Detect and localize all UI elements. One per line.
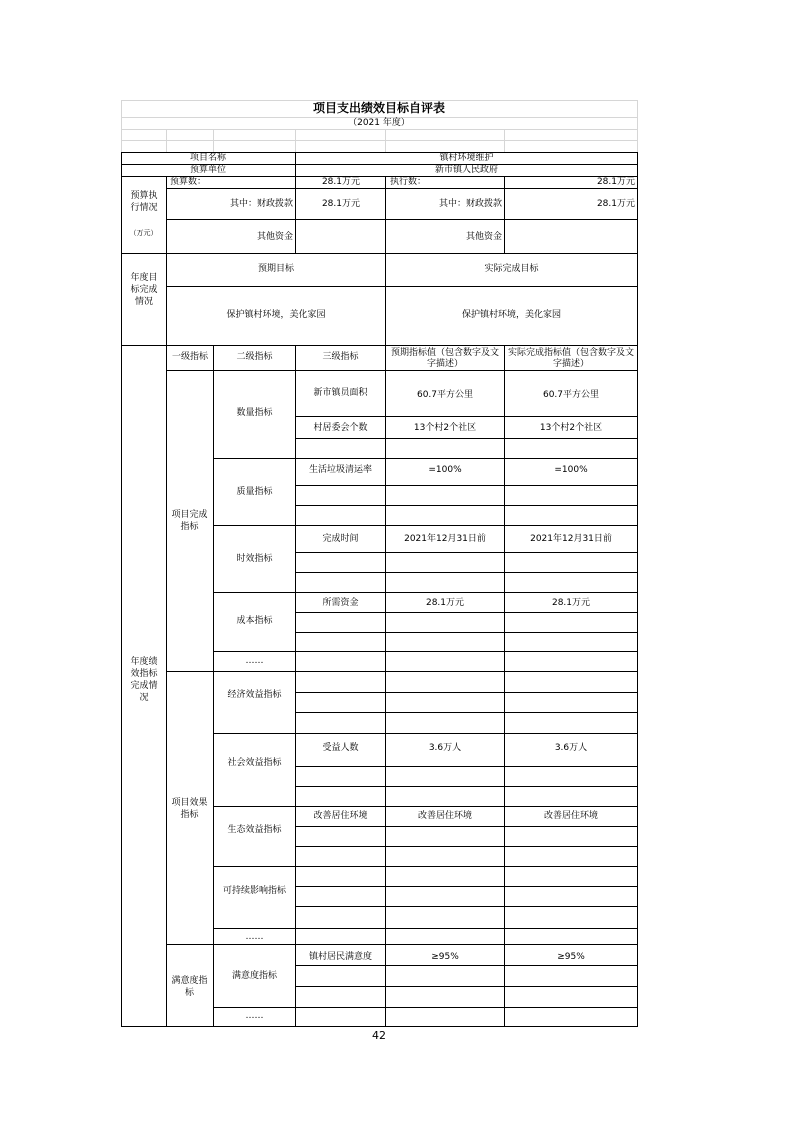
fiscal-exec-value: 28.1万元 (596, 199, 635, 209)
budget-amount-value: 28.1万元 (321, 177, 360, 187)
fiscal-label-budget: 其中：财政拨款 (229, 199, 293, 209)
social-indicator-label: 社会效益指标 (227, 758, 282, 768)
fiscal-label-exec: 其中：财政拨款 (438, 199, 502, 209)
indicators-section-label: 年度绩效指标完成情况 (130, 657, 158, 703)
satisfaction-actual-value: ≥95% (557, 952, 585, 962)
ellipsis-row-3: …… (245, 1011, 264, 1021)
form-title: 项目支出绩效目标自评表 (312, 101, 445, 115)
group-effect-label: 项目效果指标 (171, 798, 208, 820)
exec-amount-value: 28.1万元 (596, 177, 635, 187)
economic-indicator-label: 经济效益指标 (227, 690, 282, 700)
timeliness-indicator-label: 时效指标 (236, 554, 273, 564)
ellipsis-row-1: …… (245, 656, 264, 666)
fiscal-budget-value: 28.1万元 (321, 199, 360, 209)
actual-goal-text: 保护镇村环境，美化家园 (461, 310, 561, 320)
expected-goal-text: 保护镇村环境，美化家园 (226, 310, 326, 320)
cost-indicator-label: 成本指标 (236, 616, 273, 626)
ellipsis-row-2: …… (245, 932, 264, 942)
satisfaction-expected-value: ≥95% (431, 952, 459, 962)
sustainable-indicator-label: 可持续影响指标 (222, 886, 286, 896)
environment-indicator-name: 改善居住环境 (313, 811, 368, 821)
fund-expected-value: 28.1万元 (425, 598, 465, 608)
time-expected-value: 2021年12月31日前 (404, 534, 486, 544)
garbage-actual-value: =100% (554, 465, 588, 475)
col-actual-header: 实际完成指标值（包含数字及文字描述） (507, 348, 634, 369)
area-expected-value: 60.7平方公里 (416, 390, 474, 400)
beneficiaries-actual-value: 3.6万人 (554, 743, 588, 753)
budget-section-label: 预算执行情况 (130, 191, 158, 213)
quality-indicator-label: 质量指标 (236, 487, 273, 497)
col-level1-header: 一级指标 (171, 352, 208, 362)
form-year: （2021 年度） (348, 118, 410, 128)
time-indicator-name: 完成时间 (322, 534, 359, 544)
group-satisfaction-label: 满意度指标 (171, 976, 208, 998)
beneficiaries-indicator-name: 受益人数 (322, 743, 359, 753)
garbage-indicator-name: 生活垃圾清运率 (308, 465, 372, 475)
village-indicator-name: 村居委会个数 (313, 423, 368, 433)
area-actual-value: 60.7平方公里 (542, 390, 600, 400)
budget-section-unit: （万元） (129, 229, 158, 237)
group-completion-label: 项目完成指标 (171, 510, 208, 532)
col-level2-header: 二级指标 (236, 352, 273, 362)
village-expected-value: 13个村2个社区 (413, 423, 477, 433)
col-expected-header: 预期指标值（包含数字及文字描述） (390, 348, 499, 369)
other-funds-label-budget: 其他资金 (256, 232, 293, 242)
satisfaction-indicator-label: 满意度指标 (231, 971, 277, 981)
budget-amount-label: 预算数： (170, 177, 207, 187)
col-level3-header: 三级指标 (322, 352, 359, 362)
environment-expected-value: 改善居住环境 (417, 811, 472, 821)
project-name-label: 项目名称 (189, 153, 226, 163)
exec-amount-label: 执行数： (390, 177, 427, 187)
fund-actual-value: 28.1万元 (551, 598, 591, 608)
beneficiaries-expected-value: 3.6万人 (428, 743, 462, 753)
goals-section-label: 年度目标完成情况 (130, 273, 158, 307)
ecological-indicator-label: 生态效益指标 (227, 825, 282, 835)
garbage-expected-value: =100% (428, 465, 462, 475)
satisfaction-rate-name: 镇村居民满意度 (308, 952, 372, 962)
environment-actual-value: 改善居住环境 (543, 811, 598, 821)
budget-unit-value: 新市镇人民政府 (434, 165, 498, 175)
actual-goal-label: 实际完成目标 (484, 264, 539, 274)
area-indicator-name: 新市镇员面积 (313, 388, 368, 398)
fund-indicator-name: 所需资金 (322, 598, 359, 608)
other-funds-label-exec: 其他资金 (465, 232, 502, 242)
quantity-indicator-label: 数量指标 (236, 408, 273, 418)
time-actual-value: 2021年12月31日前 (530, 534, 612, 544)
page-number: 42 (372, 1029, 386, 1042)
project-name-value: 镇村环境维护 (439, 153, 494, 163)
expected-goal-label: 预期目标 (257, 264, 294, 274)
village-actual-value: 13个村2个社区 (539, 423, 603, 433)
budget-unit-label: 预算单位 (189, 165, 226, 175)
